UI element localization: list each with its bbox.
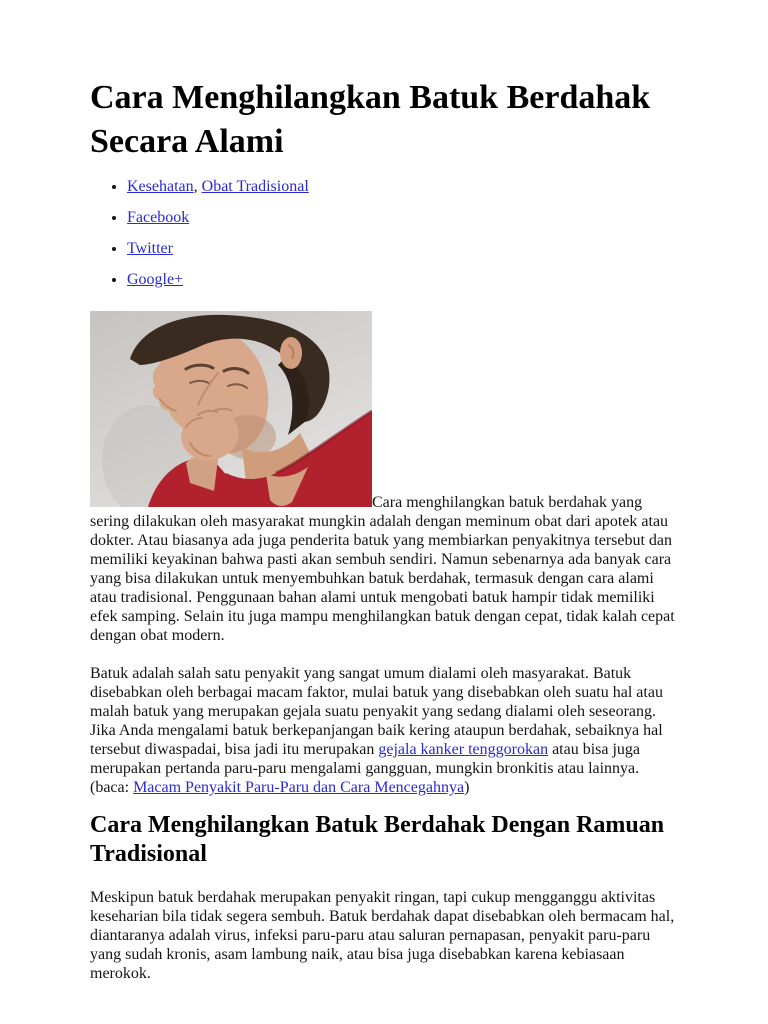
share-twitter-item [127, 239, 680, 258]
ear [280, 337, 302, 369]
intro-text: Cara menghilangkan batuk berdahak yang sering dilakukan oleh masyarakat mungkin adalah dengan meminum obat dari apotek atau dokter. Atau biasanya ada juga penderita batuk yang membiarkan penyakitnya tersebut dan memiliki keyakinan bahwa pasti akan sembuh sendiri. Namun sebenarnya ada banyak cara yang bisa dilakukan untuk menyembuhkan batuk berdahak, termasuk dengan cara alami atau tradisional. Penggunaan bahan alami untuk mengobati batuk hampir tidak memiliki efek samping. Selain itu juga mampu menghilangkan batuk dengan cepat, tidak kalah cepat dengan obat modern. [90, 494, 675, 644]
second-paragraph [90, 664, 680, 797]
category-link-obat-tradisional[interactable]: Obat Tradisional [201, 178, 309, 195]
share-facebook-item [127, 208, 680, 227]
share-link-facebook[interactable]: Facebook [127, 209, 190, 226]
section-heading: Cara Menghilangkan Batuk Berdahak Dengan Ramuan Tradisional [90, 812, 665, 867]
second-paragraph-text-2: atau bisa juga merupakan pertanda paru-paru mengalami gangguan, mungkin bronkitis atau lainnya. (baca: [90, 741, 641, 796]
second-paragraph-text-3: ) [464, 779, 470, 796]
second-paragraph-text-1: Batuk adalah salah satu penyakit yang sangat umum dialami oleh masyarakat. Batuk disebabkan oleh berbagai macam faktor, mulai batuk yang disebabkan oleh suatu hal atau malah batuk yang merupakan gejala suatu penyakit yang sedang dialami oleh seseorang. Jika Anda mengalami batuk berkepanjangan baik kering ataupun berdahak, sebaiknya hal tersebut diwaspadai, bisa jadi itu merupakan [90, 665, 663, 758]
link-gejala-kanker-tenggorokan[interactable]: gejala kanker tenggorokan [378, 741, 549, 758]
page-title: Cara Menghilangkan Batuk Berdahak Secara Alami [90, 79, 651, 160]
man-coughing-photo [90, 311, 372, 507]
intro-paragraph [90, 311, 680, 645]
third-paragraph: Meskipun batuk berdahak merupakan penyakit ringan, tapi cukup mengganggu aktivitas keseharian bila tidak segera sembuh. Batuk berdahak dapat disebabkan oleh bermacam hal, diantaranya adalah virus, infeksi paru-paru atau saluran pernapasan, penyakit paru-paru yang sudah kronis, asam lambung naik, atau bisa juga disebabkan karena kebiasaan merokok. [90, 889, 675, 982]
category-separator: , [193, 178, 202, 195]
share-link-twitter[interactable]: Twitter [127, 240, 173, 257]
category-link-kesehatan[interactable]: Kesehatan [127, 178, 194, 195]
link-macam-penyakit-paru-paru[interactable]: Macam Penyakit Paru-Paru dan Cara Mencegahnya [133, 779, 465, 796]
meta-link-list [90, 177, 680, 289]
share-googleplus-item [127, 270, 680, 289]
share-link-googleplus[interactable]: Google+ [127, 271, 184, 288]
category-list-item [127, 177, 680, 196]
